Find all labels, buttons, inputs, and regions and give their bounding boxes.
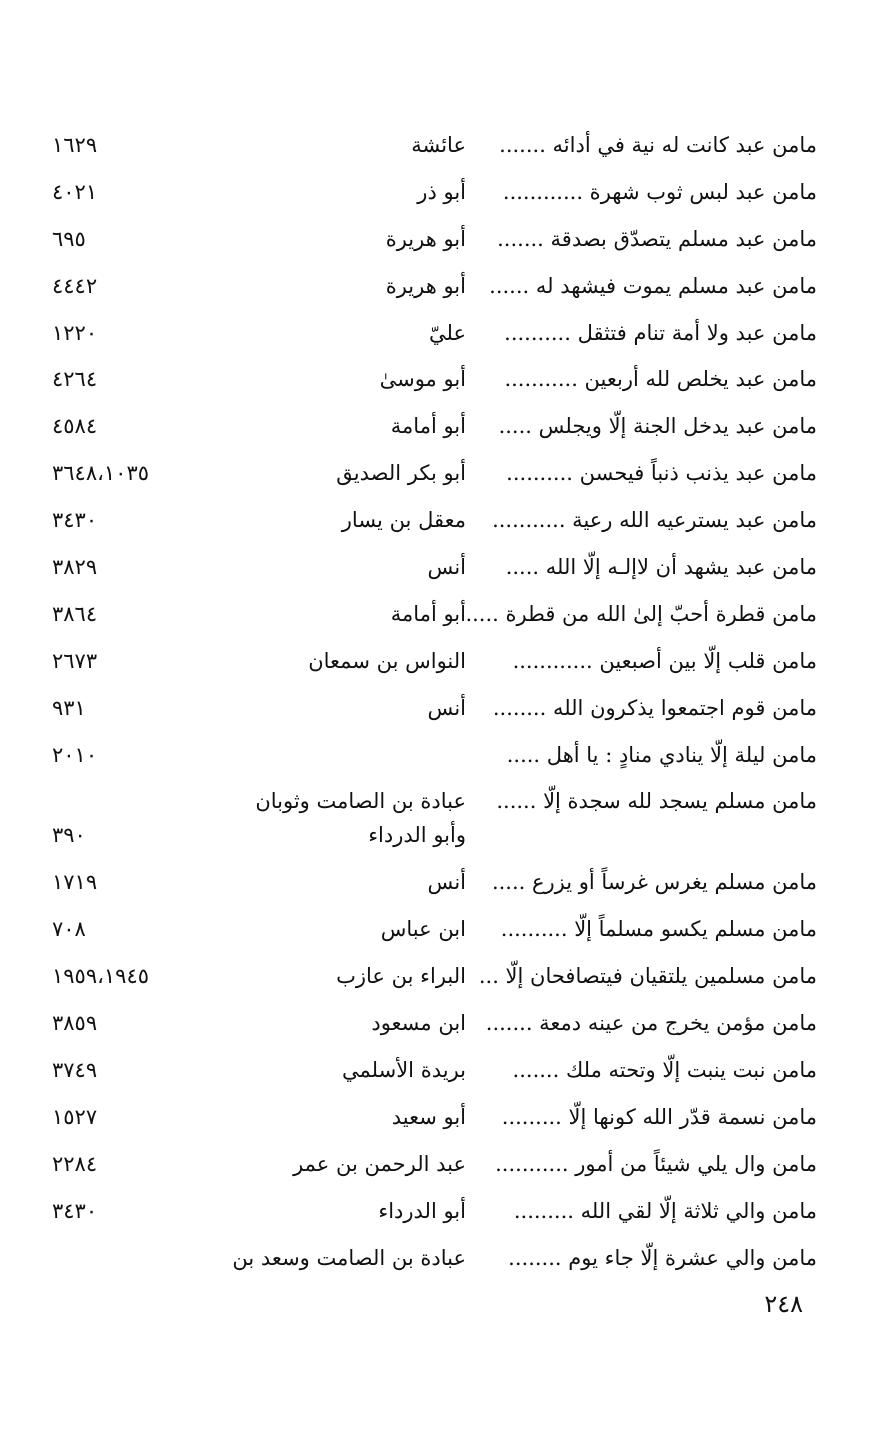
narrator-name: عليّ	[429, 320, 466, 345]
hadith-text: مامن عبد يخلص لله أربعين ...........	[504, 367, 817, 392]
hadith-number: ٣٤٣٠	[52, 1198, 98, 1223]
hadith-text: مامن عبد يسترعيه الله رعية ...........	[492, 508, 817, 533]
hadith-text: مامن والي ثلاثة إلّا لقي الله .........	[513, 1198, 817, 1223]
narrator-name: بريدة الأسلمي	[342, 1058, 466, 1083]
list-item	[0, 1141, 891, 1188]
list-item	[0, 122, 891, 169]
hadith-number: ٣٧٤٩	[52, 1058, 98, 1083]
hadith-text: مامن مسلم يسجد لله سجدة إلّا ......	[496, 789, 817, 814]
hadith-text: مامن مسلم يغرس غرساً أو يزرع .....	[491, 870, 817, 895]
list-item	[0, 403, 891, 450]
hadith-text: مامن عبد يدخل الجنة إلّا ويجلس .....	[498, 414, 817, 439]
hadith-number: ٢٠١٠	[52, 742, 98, 767]
hadith-number: ١٧١٩	[52, 870, 98, 895]
narrator-name: عبادة بن الصامت وسعد بن	[232, 1245, 466, 1270]
hadith-text: مامن عبد لبس ثوب شهرة ............	[502, 179, 817, 204]
hadith-text: مامن عبد مسلم يموت فيشهد له ......	[489, 273, 817, 298]
hadith-number: ٣٩٠	[52, 823, 86, 848]
list-item	[0, 638, 891, 685]
page-number: ٢٤٨	[764, 1290, 803, 1318]
hadith-number: ٦٩٥	[52, 226, 86, 251]
list-item	[0, 1094, 891, 1141]
narrator-name: أبو أمامة	[390, 414, 466, 439]
narrator-name: أبو هريرة	[385, 273, 466, 298]
list-item	[0, 732, 891, 779]
hadith-number: ٣٦٤٨،١٠٣٥	[52, 461, 150, 486]
list-item	[0, 169, 891, 216]
hadith-text: مامن وال يلي شيئاً من أمور ...........	[495, 1151, 817, 1176]
hadith-text: مامن ليلة إلّا ينادي منادٍ : يا أهل .....	[506, 742, 817, 767]
hadith-number: ١٢٢٠	[52, 320, 98, 345]
hadith-text: مامن مسلم يكسو مسلماً إلّا ..........	[500, 917, 817, 942]
narrator-name: أبو بكر الصديق	[336, 461, 466, 486]
hadith-number: ٤٥٨٤	[52, 414, 98, 439]
narrator-name: أنس	[427, 870, 466, 895]
hadith-number: ٢٢٨٤	[52, 1151, 98, 1176]
narrator-name: أنس	[427, 555, 466, 580]
hadith-text: مامن مؤمن يخرج من عينه دمعة .......	[485, 1011, 817, 1036]
narrator-name: أبو موسىٰ	[379, 367, 466, 392]
hadith-text: مامن عبد يشهد أن لاإلـه إلّا الله .....	[505, 555, 817, 580]
narrator-name: أبو ذر	[417, 179, 466, 204]
hadith-number: ٣٨٢٩	[52, 555, 98, 580]
list-item	[0, 1235, 891, 1282]
hadith-text: مامن قلب إلّا بين أصبعين ............	[512, 648, 817, 673]
hadith-number: ٤٤٤٢	[52, 273, 98, 298]
list-item	[0, 906, 891, 953]
list-item	[0, 310, 891, 357]
list-item	[0, 263, 891, 310]
list-item	[0, 591, 891, 638]
hadith-number: ٣٨٦٤	[52, 601, 98, 626]
hadith-number: ١٥٢٧	[52, 1104, 98, 1129]
narrator-name: النواس بن سمعان	[308, 648, 466, 673]
hadith-number: ٩٣١	[52, 695, 86, 720]
narrator-name: أبو الدرداء	[378, 1198, 466, 1223]
narrator-name: عائشة	[411, 133, 466, 157]
hadith-text: مامن عبد مسلم يتصدّق بصدقة .......	[497, 226, 817, 251]
hadith-number: ٣٤٣٠	[52, 508, 98, 533]
narrator-name: ابن عباس	[380, 917, 466, 942]
hadith-text: مامن عبد ولا أمة تنام فتثقل ..........	[504, 320, 817, 345]
hadith-index-list	[0, 122, 891, 1281]
list-item	[0, 544, 891, 591]
hadith-text: مامن عبد كانت له نية في أدائه .......	[499, 133, 817, 157]
list-item	[0, 1000, 891, 1047]
hadith-text: مامن عبد يذنب ذنباً فيحسن ..........	[506, 461, 817, 486]
narrator-name: معقل بن يسار	[341, 508, 466, 533]
list-item	[0, 685, 891, 732]
narrator-name: عبد الرحمن بن عمر	[293, 1151, 466, 1176]
list-item	[0, 497, 891, 544]
hadith-text: مامن قطرة أحبّ إلىٰ الله من قطرة .....	[465, 601, 817, 626]
narrator-name: أبو سعيد	[391, 1104, 466, 1129]
hadith-text: مامن قوم اجتمعوا يذكرون الله ........	[492, 695, 817, 720]
narrator-name: عبادة بن الصامت وثوبان وأبو الدرداء	[255, 789, 466, 848]
narrator-name: أنس	[427, 695, 466, 720]
list-item	[0, 216, 891, 263]
hadith-text: مامن نبت ينبت إلّا وتحته ملك .......	[512, 1058, 817, 1083]
hadith-text: مامن مسلمين يلتقيان فيتصافحان إلّا ...	[478, 964, 817, 989]
list-item	[0, 450, 891, 497]
list-item	[0, 356, 891, 403]
list-item	[0, 1188, 891, 1235]
hadith-text: مامن نسمة قدّر الله كونها إلّا .........	[501, 1104, 817, 1129]
hadith-text: مامن والي عشرة إلّا جاء يوم ........	[508, 1245, 817, 1270]
narrator-name: أبو هريرة	[385, 226, 466, 251]
narrator-name: البراء بن عازب	[336, 964, 466, 989]
hadith-number: ٤٠٢١	[52, 179, 98, 204]
hadith-number: ٧٠٨	[52, 917, 86, 942]
hadith-number: ١٩٥٩،١٩٤٥	[52, 964, 150, 989]
hadith-number: ٢٦٧٣	[52, 648, 98, 673]
list-item	[0, 953, 891, 1000]
narrator-name: ابن مسعود	[371, 1011, 466, 1036]
list-item	[0, 859, 891, 906]
narrator-name: أبو أمامة	[390, 601, 466, 626]
list-item	[0, 778, 891, 859]
hadith-number: ٣٨٥٩	[52, 1011, 98, 1036]
list-item	[0, 1047, 891, 1094]
hadith-number: ٤٢٦٤	[52, 367, 98, 392]
hadith-number: ١٦٢٩	[52, 133, 98, 157]
